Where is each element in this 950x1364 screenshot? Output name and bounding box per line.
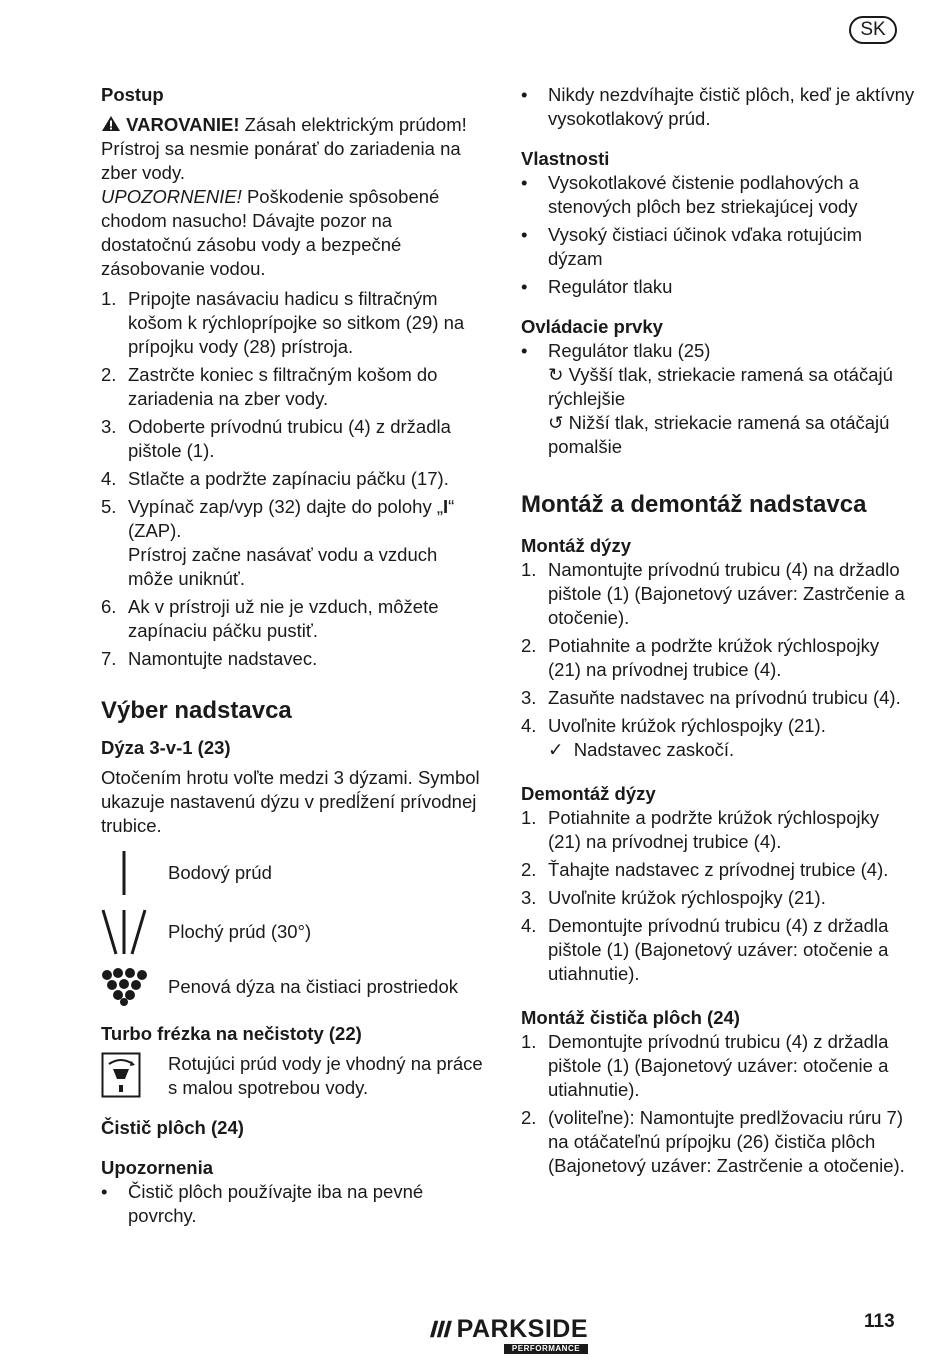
notice-text: Poškodenie spôsobené chodom nasucho! Dávajte pozor na dostatočnú zásobu vody a bezpečné zásobovanie vodou. [101,186,440,279]
cistic-heading: Čistič plôch (24) [101,1117,244,1138]
postup-steps [101,287,486,671]
montaz-dyzy-heading: Montáž dýzy [521,535,631,556]
montaz-heading: Montáž a demontáž nadstavca [521,491,867,518]
brand-name: PARKSIDE [456,1315,588,1343]
symbol-row-point: Bodový prúd [101,850,486,896]
warning-text: Zásah elektrickým prúdom! Prístroj sa nesmie ponárať do zariadenia na zber vody. [101,114,467,183]
top-bullets [521,83,916,131]
turbo-row: Rotujúci prúd vody je vhodný na práce s malou spotrebou vody. [101,1052,486,1100]
brand-sub: PERFORMANCE [504,1344,588,1354]
ovladacie-list [521,339,916,459]
demontaz-dyzy-list [521,806,916,986]
checkmark-icon: ✓ [548,739,564,760]
notice-label: UPOZORNENIE! [101,186,242,207]
list-item: 5. Vypínač zap/vyp (32) dajte do polohy „I“ (ZAP). Prístroj začne nasávať vodu a vzduch môže uniknúť. [101,496,455,589]
turbo-nozzle-icon [101,1052,141,1098]
symbol-row-foam: Penová dýza na čistiaci prostriedok [101,968,486,1006]
list-item: 4. Demontujte prívodnú trubicu (4) z držadla pištole (1) (Bajonetový uzáver: otočenie a utiahnutie). [521,915,889,984]
upozornenia-heading: Upozornenia [101,1157,214,1178]
upozornenia-list [101,1180,486,1228]
warning-paragraph [101,113,486,185]
turbo-heading: Turbo frézka na nečistoty (22) [101,1023,362,1044]
right-column [521,83,916,1182]
parkside-logo [430,1316,588,1354]
flat-jet-icon [101,908,149,956]
page-number: 113 [864,1311,895,1332]
list-item: 4. Stlačte a podržte zapínaciu páčku (17). [101,468,449,489]
list-item: 7. Namontujte nadstavec. [101,648,318,669]
warning-label: VAROVANIE! [126,114,240,135]
list-item: • Regulátor tlaku [521,276,673,297]
brand-stripes-icon [430,1318,453,1340]
list-item: 2. (voliteľne): Namontujte predlžovaciu rúru 7) na otáčateľnú prípojku (26) čističa plôch (Bajonetový uzáver: Zastrčenie a otočenie). [521,1107,905,1176]
list-item: 4. Uvoľnite krúžok rýchlospojky (21). ✓ Nadstavec zaskočí. [521,715,826,760]
list-item: 3. Uvoľnite krúžok rýchlospojky (21). [521,887,826,908]
list-item: 6. Ak v prístroji už nie je vzduch, môžete zapínaciu páčku pustiť. [101,596,439,641]
demontaz-dyzy-heading: Demontáž dýzy [521,783,656,804]
vlastnosti-list [521,171,916,299]
ovladacie-heading: Ovládacie prvky [521,316,663,337]
list-item: 2. Potiahnite a podržte krúžok rýchlospojky (21) na prívodnej trubice (4). [521,635,880,680]
left-column [101,83,486,1232]
notice-paragraph [101,185,486,281]
list-item: • Vysokotlakové čistenie podlahových a stenových plôch bez striekajúcej vody [521,172,859,217]
list-item: 1. Demontujte prívodnú trubicu (4) z držadla pištole (1) (Bajonetový uzáver: otočenie a utiahnutie). [521,1031,889,1100]
list-item: 1. Pripojte nasávaciu hadicu s filtračným košom k rýchloprípojke so sitkom (29) na prípojku vody (28) prístroja. [101,288,465,357]
warning-icon [101,115,121,132]
point-jet-icon [101,849,149,897]
list-item: • Regulátor tlaku (25) ↻ Vyšší tlak, striekacie ramená sa otáčajú rýchlejšie ↺ Nižší tlak, striekacie ramená sa otáčajú pomalšie [521,340,893,457]
list-item: 3. Odoberte prívodnú trubicu (4) z držadla pištole (1). [101,416,451,461]
list-item: 1. Potiahnite a podržte krúžok rýchlospojky (21) na prívodnej trubice (4). [521,807,880,852]
dyza-text: Otočením hrotu voľte medzi 3 dýzami. Symbol ukazuje nastavenú dýzu v predĺžení prívodnej trubice. [101,767,480,836]
list-item: 2. Ťahajte nadstavec z prívodnej trubice (4). [521,859,889,880]
rotate-cw-icon: ↻ [548,364,564,385]
montaz-dyzy-list [521,558,916,762]
rotate-ccw-icon: ↺ [548,412,564,433]
dyza-heading: Dýza 3-v-1 (23) [101,737,231,758]
list-item: 1. Namontujte prívodnú trubicu (4) na držadlo pištole (1) (Bajonetový uzáver: Zastrčenie a otočenie). [521,559,905,628]
symbol-row-flat: Plochý prúd (30°) [101,908,486,956]
list-item: • Nikdy nezdvíhajte čistič plôch, keď je aktívny vysokotlakový prúd. [521,84,915,129]
montaz-cistica-heading: Montáž čističa plôch (24) [521,1007,740,1028]
postup-heading: Postup [101,84,164,105]
vlastnosti-heading: Vlastnosti [521,148,610,169]
language-badge: SK [849,16,897,44]
list-item: • Vysoký čistiaci účinok vďaka rotujúcim dýzam [521,224,862,269]
montaz-cistica-list [521,1030,916,1178]
list-item: 2. Zastrčte koniec s filtračným košom do zariadenia na zber vody. [101,364,438,409]
vyber-heading: Výber nadstavca [101,697,292,724]
foam-nozzle-icon [101,968,149,1006]
list-item: 3. Zasuňte nadstavec na prívodnú trubicu (4). [521,687,901,708]
list-item: • Čistič plôch používajte iba na pevné povrchy. [101,1181,424,1226]
